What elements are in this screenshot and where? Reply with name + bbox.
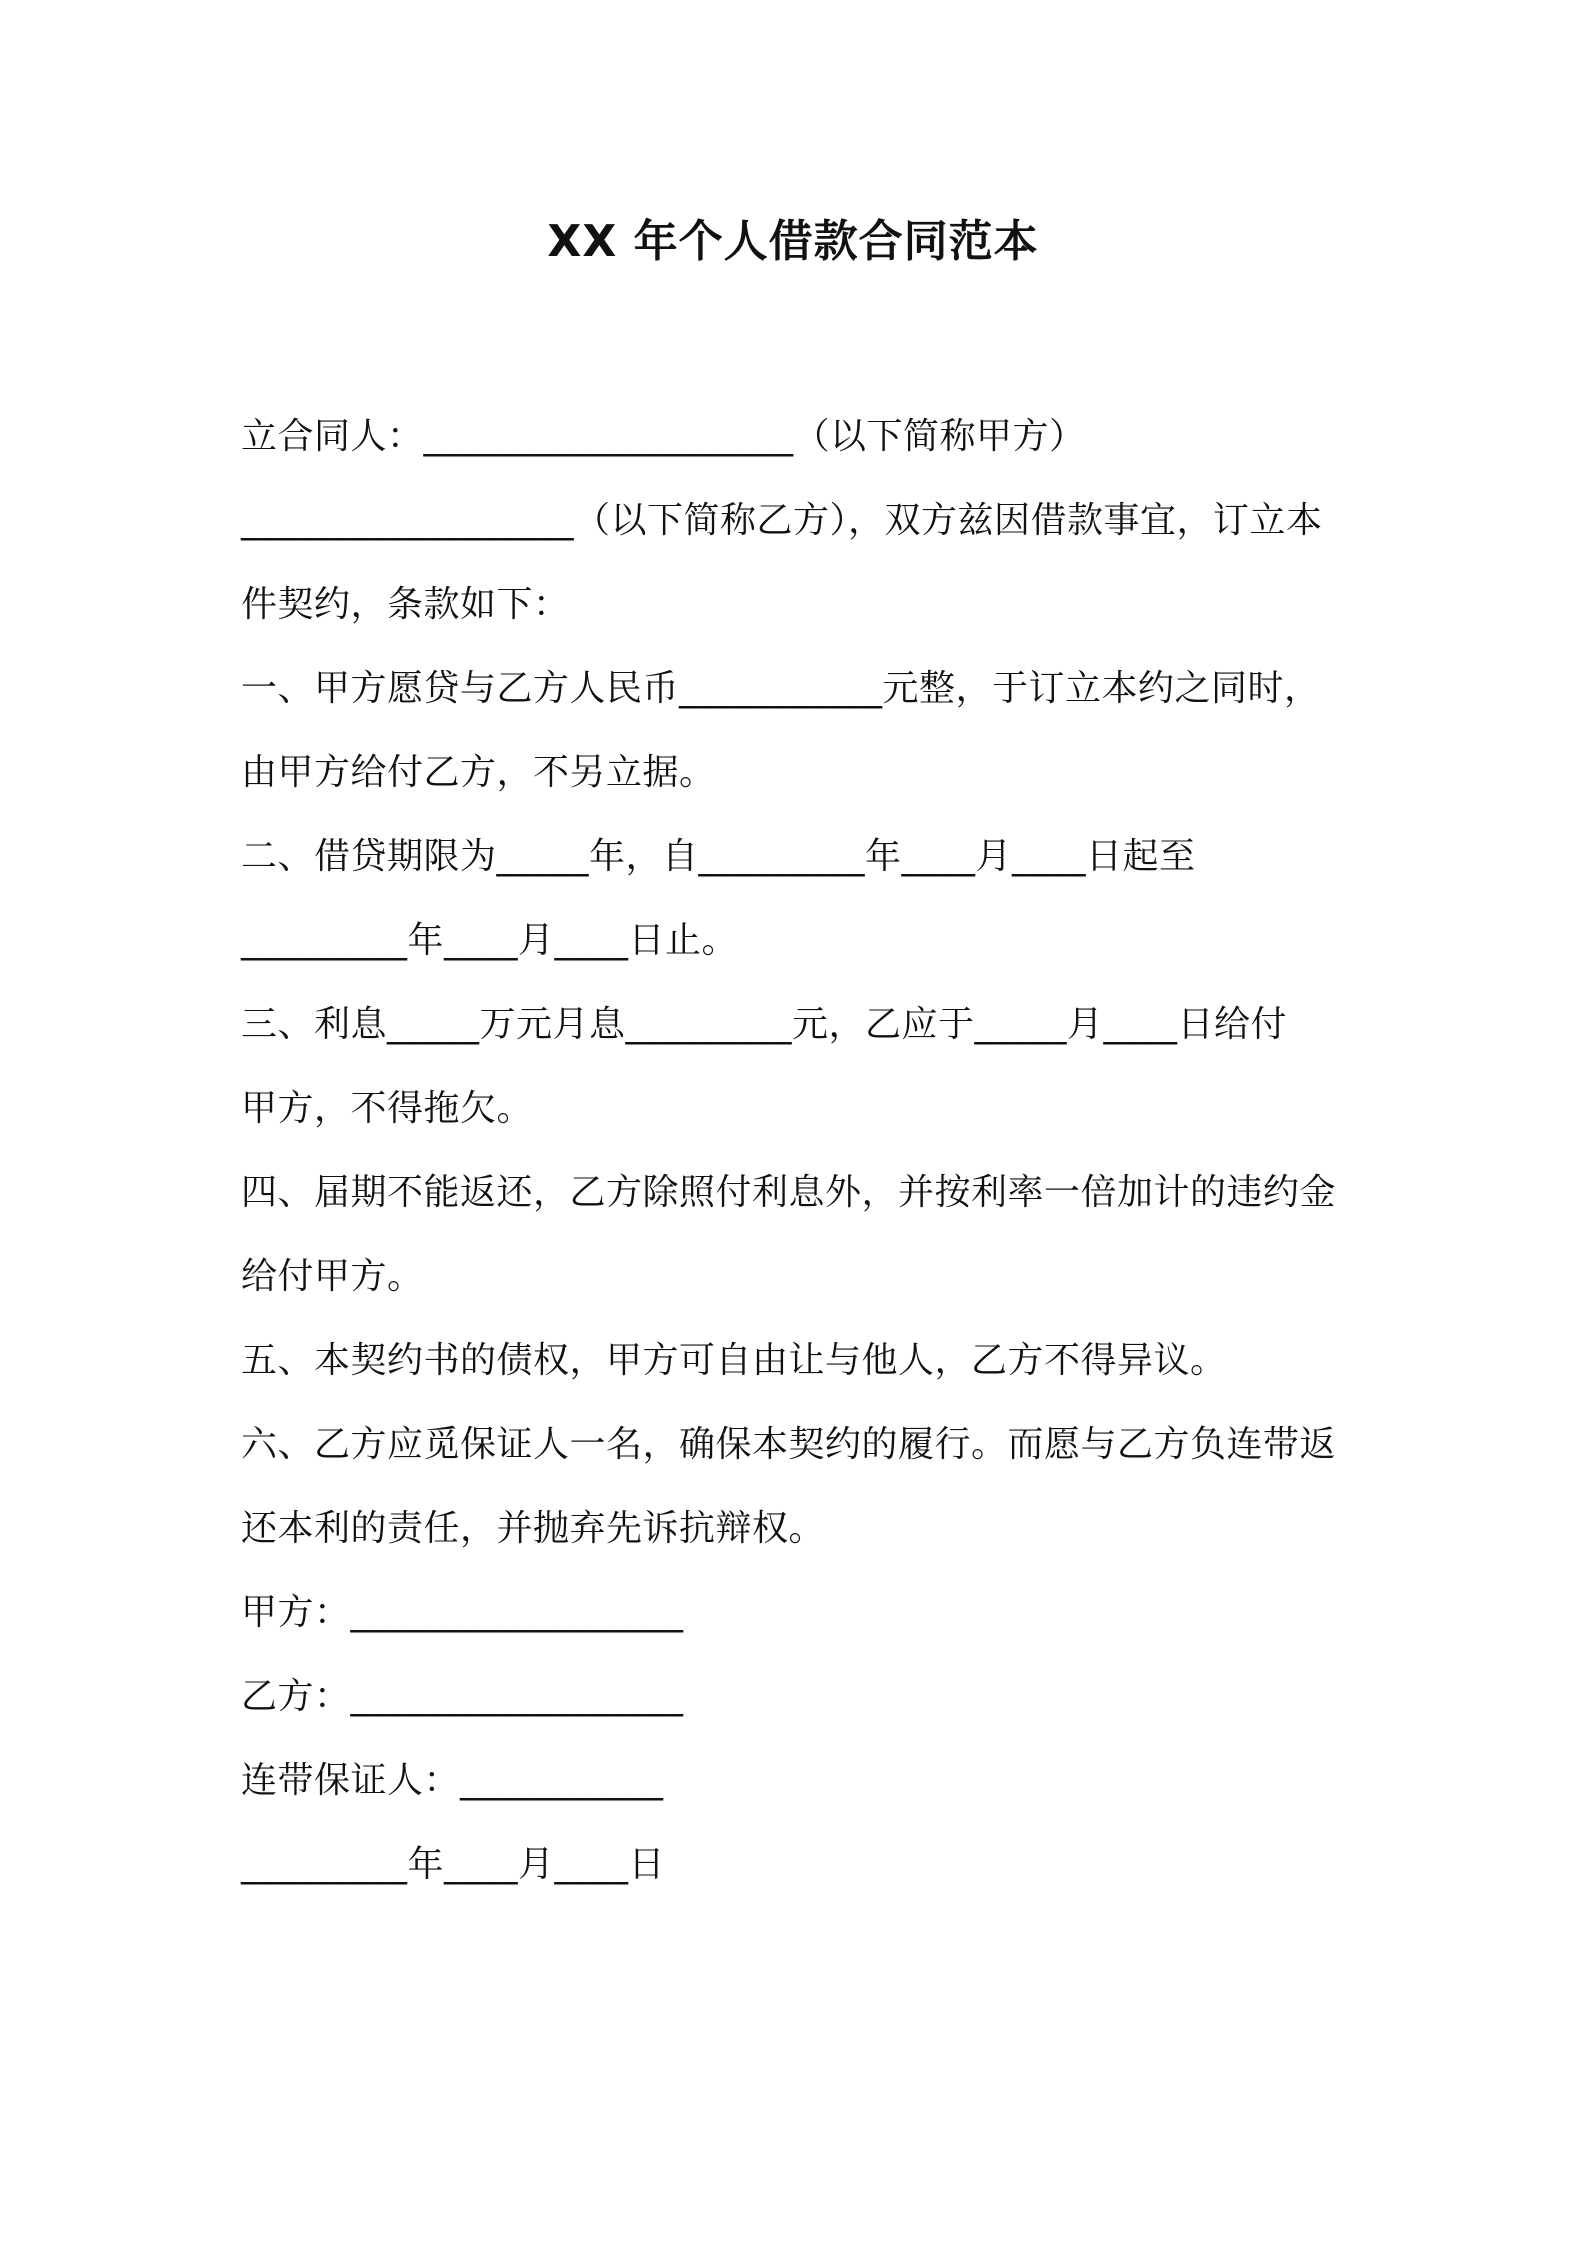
clause-2-line-1: 二、借贷期限为_____年，自_________年____月____日起至 xyxy=(241,836,1196,877)
clause-6-line-1: 六、乙方应觅保证人一名，确保本契约的履行。而愿与乙方负连带返 xyxy=(241,1424,1337,1465)
clause-4-line-2: 给付甲方。 xyxy=(241,1256,424,1297)
document-title: XX 年个人借款合同范本 xyxy=(547,216,1039,267)
contract-intro-line: 件契约，条款如下： xyxy=(241,584,570,625)
clause-4-line-1: 四、届期不能返还，乙方除照付利息外，并按利率一倍加计的违约金 xyxy=(241,1172,1337,1213)
clause-5-line: 五、本契约书的债权，甲方可自由让与他人，乙方不得异议。 xyxy=(241,1340,1227,1381)
signature-party-b: 乙方：__________________ xyxy=(241,1676,684,1717)
clause-2-line-2: _________年____月____日止。 xyxy=(241,920,739,961)
signature-guarantor: 连带保证人：___________ xyxy=(241,1760,664,1801)
clause-6-line-2: 还本利的责任，并抛弃先诉抗辩权。 xyxy=(241,1508,826,1549)
contract-party-b-line: __________________（以下简称乙方），双方兹因借款事宜，订立本 xyxy=(241,500,1323,541)
signature-date: _________年____月____日 xyxy=(241,1844,665,1885)
contract-party-line: 立合同人：____________________（以下简称甲方） xyxy=(241,416,1086,457)
clause-3-line-1: 三、利息_____万元月息_________元，乙应于_____月____日给付 xyxy=(241,1004,1288,1045)
clause-1-line-1: 一、甲方愿贷与乙方人民币___________元整，于订立本约之同时， xyxy=(241,668,1321,709)
clause-1-line-2: 由甲方给付乙方，不另立据。 xyxy=(241,752,716,793)
signature-party-a: 甲方：__________________ xyxy=(241,1592,684,1633)
clause-3-line-2: 甲方，不得拖欠。 xyxy=(241,1088,534,1129)
